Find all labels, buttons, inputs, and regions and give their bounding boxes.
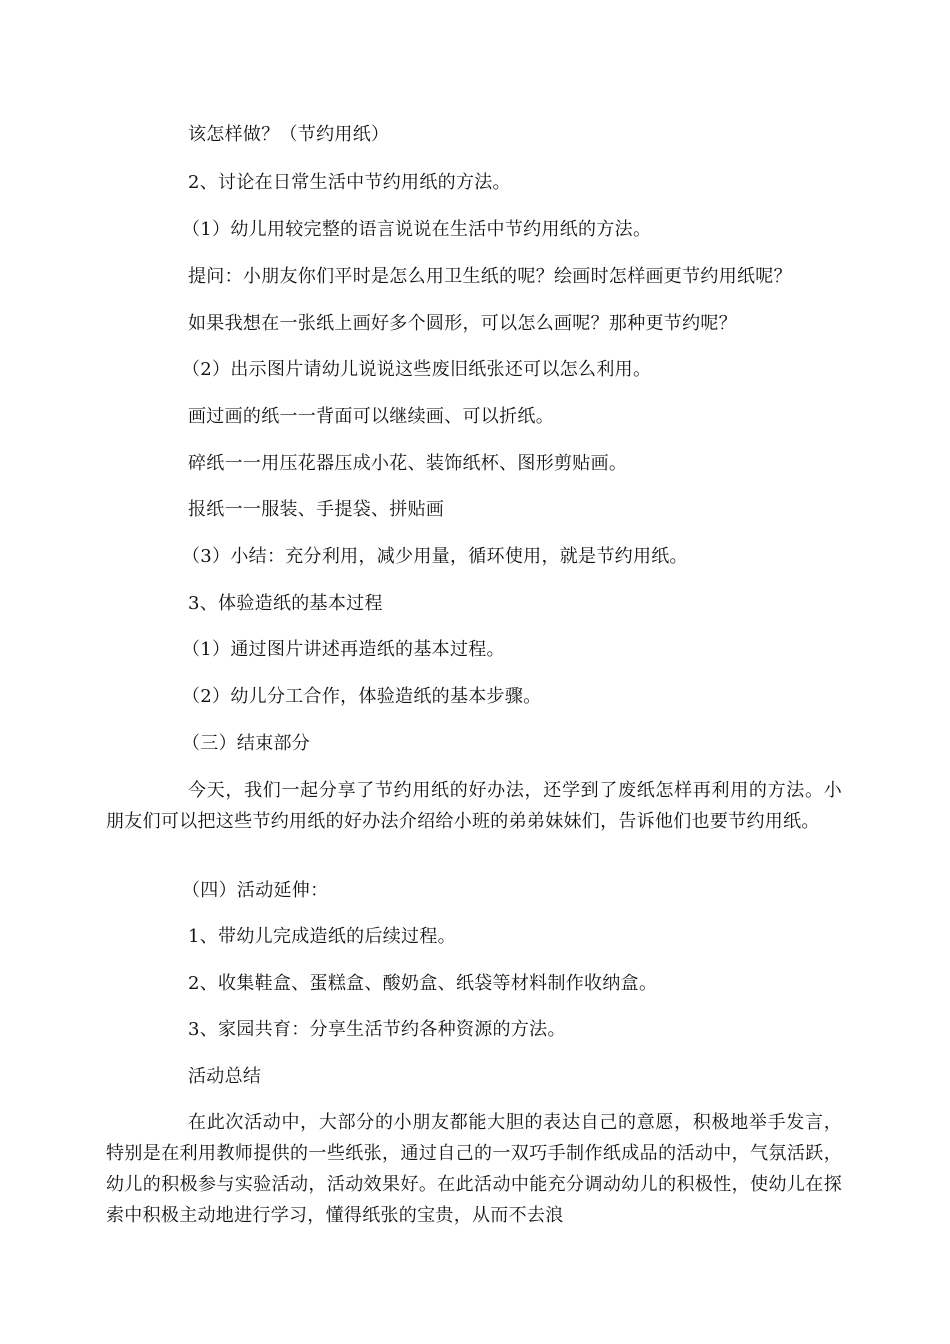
summary-paragraph: 今天，我们一起分享了节约用纸的好办法，还学到了废纸怎样再利用的方法。小朋友们可以把这些节约用纸的好办法介绍给小班的弟弟妹妹们，告诉他们也要节约用纸。 [106,780,842,832]
text-line: 2、收集鞋盒、蛋糕盒、酸奶盒、纸袋等材料制作收纳盒。 [188,973,658,994]
text-line: 画过画的纸一一背面可以继续画、可以折纸。 [188,406,554,427]
text-line: 3、家园共育：分享生活节约各种资源的方法。 [188,1019,566,1040]
text-line: （2）幼儿分工合作，体验造纸的基本步骤。 [182,686,542,707]
text-line: 报纸一一服装、手提袋、拼贴画 [188,499,445,520]
text-line: （3）小结：充分利用，减少用量，循环使用，就是节约用纸。 [182,546,688,567]
section-heading: （四）活动延伸： [182,880,329,901]
conclusion-paragraph: 在此次活动中，大部分的小朋友都能大胆的表达自己的意愿，积极地举手发言，特别是在利用教师提供的一些纸张，通过自己的一双巧手制作纸成品的活动中，气氛活跃，幼儿的积极参与实验活动，活动效果好。在此活动中能充分调动幼儿的积极性，使幼儿在探索中积极主动地进行学习，懂得纸张的宝贵，从而不去浪 [106,1112,842,1226]
text-line: 3、体验造纸的基本过程 [188,593,383,614]
text-line: 1、带幼儿完成造纸的后续过程。 [188,926,456,947]
text-line: （1）通过图片讲述再造纸的基本过程。 [182,639,505,660]
section-heading: 活动总结 [188,1066,262,1087]
text-line: （2）出示图片请幼儿说说这些废旧纸张还可以怎么利用。 [182,359,652,380]
text-line: 提问：小朋友你们平时是怎么用卫生纸的呢？绘画时怎样画更节约用纸呢？ [188,266,792,287]
text-line: 2、讨论在日常生活中节约用纸的方法。 [188,172,511,193]
text-line: 该怎样做？（节约用纸） [188,124,390,145]
text-line: 碎纸一一用压花器压成小花、装饰纸杯、图形剪贴画。 [188,453,628,474]
text-line: （1）幼儿用较完整的语言说说在生活中节约用纸的方法。 [182,219,652,240]
text-line: 如果我想在一张纸上画好多个圆形，可以怎么画呢？那种更节约呢？ [188,313,737,334]
section-heading: （三）结束部分 [182,733,311,754]
